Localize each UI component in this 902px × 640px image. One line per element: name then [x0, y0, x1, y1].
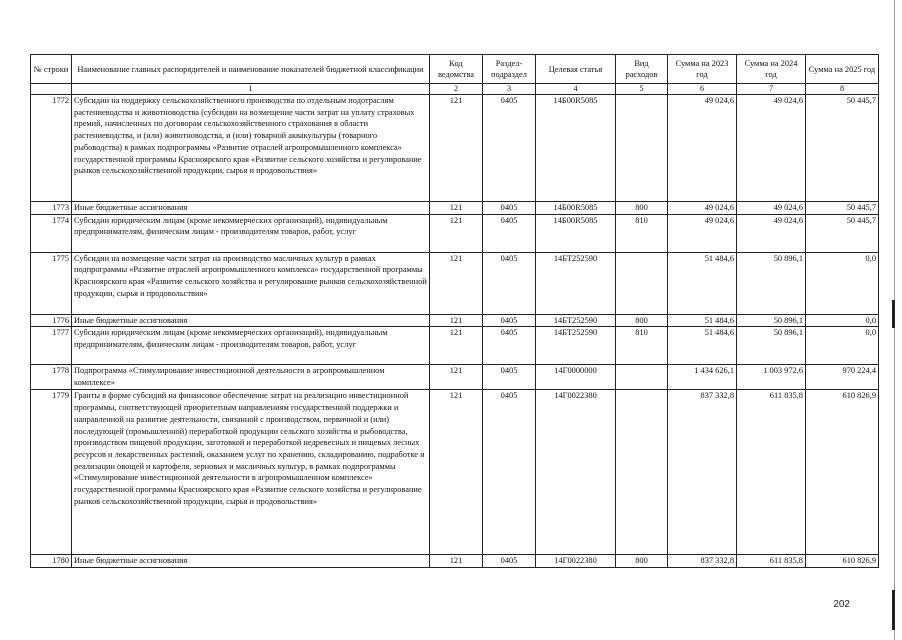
expense-type: [616, 365, 668, 390]
sum-2023: 49 024,6: [668, 95, 737, 202]
sum-2024: 611 835,8: [737, 555, 806, 568]
sum-2023: 51 484,6: [668, 314, 737, 327]
sum-2023: 49 024,6: [668, 202, 737, 215]
target-code: 14Г0022380: [536, 390, 616, 555]
sum-2025: 0,0: [806, 314, 879, 327]
sum-2023: 837 332,8: [668, 390, 737, 555]
sum-2024: 49 024,6: [737, 95, 806, 202]
table-row: [31, 555, 879, 568]
dept-code: 121: [430, 214, 483, 252]
section-code: 0405: [483, 214, 536, 252]
target-code: 14Б00R5085: [536, 214, 616, 252]
dept-code: 121: [430, 95, 483, 202]
table-row: [31, 202, 879, 215]
row-number: 1775: [31, 252, 72, 314]
section-code: 0405: [483, 365, 536, 390]
row-number: 1778: [31, 365, 72, 390]
column-number: 8: [806, 84, 879, 95]
dept-code: 121: [430, 555, 483, 568]
row-number: 1776: [31, 314, 72, 327]
row-name: Гранты в форме субсидий на финансовое обеспечение затрат на реализацию инвестиционной программы, соответствующей приоритетным направлениям государственной поддержки и направленной на развитие деятельности, связанной с производством, первичной и (или) последующей (промышленной) переработкой продукции сельского хозяйства и рыбоводства, производством пищевой продукции, заготовкой и переработкой недревесных и пищевых лесных ресурсов и лекарственных растений, оказанием услуг по хранению, складированию, подработке и реализации овощей и картофеля, зерновых и масличных культур, в рамках подпрограммы «Стимулирование инвестиционной деятельности в агропромышленном комплексе» государственной программы Красноярского края «Развитие сельского хозяйства и регулирование рынков сельскохозяйственной продукции, сырья и продовольствия»: [72, 390, 430, 555]
table-row: [31, 95, 879, 202]
sum-2024: 50 896,1: [737, 314, 806, 327]
sum-2023: 51 484,6: [668, 327, 737, 365]
section-code: 0405: [483, 314, 536, 327]
expense-type: [616, 390, 668, 555]
row-name: Подпрограмма «Стимулирование инвестиционной деятельности в агропромышленном комплексе»: [72, 365, 430, 390]
table-row: [31, 365, 879, 390]
header-section: Раздел-подраздел: [483, 55, 536, 84]
header-row-no: № строки: [31, 55, 72, 84]
header-sum-2025: Сумма на 2025 год: [806, 55, 879, 84]
budget-table: [30, 54, 879, 568]
row-number: 1777: [31, 327, 72, 365]
column-number: 5: [616, 84, 668, 95]
target-code: 14Г0000000: [536, 365, 616, 390]
sum-2023: 837 332,8: [668, 555, 737, 568]
target-code: 14БТ252590: [536, 314, 616, 327]
sum-2025: 610 826,9: [806, 555, 879, 568]
sum-2024: 49 024,6: [737, 202, 806, 215]
sum-2024: 49 024,6: [737, 214, 806, 252]
column-number: 6: [668, 84, 737, 95]
expense-type: 810: [616, 327, 668, 365]
row-number: 1779: [31, 390, 72, 555]
header-target: Целевая статья: [536, 55, 616, 84]
column-number: [31, 84, 72, 95]
target-code: 14БТ252590: [536, 327, 616, 365]
row-name: Субсидии юридическим лицам (кроме некоммерческих организаций), индивидуальным предпринимателям, физическим лицам - производителям товаров, работ, услуг: [72, 327, 430, 365]
sum-2024: 50 896,1: [737, 252, 806, 314]
row-name: Иные бюджетные ассигнования: [72, 314, 430, 327]
row-number: 1773: [31, 202, 72, 215]
sum-2024: 611 835,8: [737, 390, 806, 555]
column-number: 7: [737, 84, 806, 95]
sum-2023: 1 434 626,1: [668, 365, 737, 390]
target-code: 14Б00R5085: [536, 202, 616, 215]
row-number: 1780: [31, 555, 72, 568]
section-code: 0405: [483, 202, 536, 215]
target-code: 14БТ252590: [536, 252, 616, 314]
header-row: [31, 55, 879, 84]
column-number: 3: [483, 84, 536, 95]
header-sum-2023: Сумма на 2023 год: [668, 55, 737, 84]
scan-edge-mark: [892, 300, 895, 328]
header-dept-code: Код ведомства: [430, 55, 483, 84]
sum-2024: 1 003 972,6: [737, 365, 806, 390]
expense-type: [616, 95, 668, 202]
section-code: 0405: [483, 390, 536, 555]
row-number: 1772: [31, 95, 72, 202]
section-code: 0405: [483, 327, 536, 365]
row-name: Иные бюджетные ассигнования: [72, 202, 430, 215]
scan-edge-mark: [892, 590, 895, 630]
page-number: 202: [833, 599, 850, 610]
column-number: 2: [430, 84, 483, 95]
expense-type: 800: [616, 314, 668, 327]
row-name: Субсидии на поддержку сельскохозяйственного производства по отдельным подотраслям растениеводства и животноводства (субсидии на возмещение части затрат на уплату страховых премий, начисленных по договорам сельскохозяйственного страхования в области растениеводства, и (или) животноводства, и (или) товарной аквакультуры (товарного рыбоводства) в рамках подпрограммы «Развитие отраслей агропромышленного комплекса» государственной программы Красноярского края «Развитие сельского хозяйства и регулирование рынков сельскохозяйственной продукции, сырья и продовольствия»: [72, 95, 430, 202]
column-number: 1: [72, 84, 430, 95]
row-name: Субсидии на возмещение части затрат на производство масличных культур в рамках подпрограммы «Развитие отраслей агропромышленного комплекса» государственной программы Красноярского края «Развитие сельского хозяйства и регулирование рынков сельскохозяйственной продукции, сырья и продовольствия»: [72, 252, 430, 314]
sum-2024: 50 896,1: [737, 327, 806, 365]
row-number: 1774: [31, 214, 72, 252]
dept-code: 121: [430, 314, 483, 327]
dept-code: 121: [430, 327, 483, 365]
table-row: [31, 390, 879, 555]
header-expense-type: Вид расходов: [616, 55, 668, 84]
section-code: 0405: [483, 555, 536, 568]
dept-code: 121: [430, 365, 483, 390]
dept-code: 121: [430, 252, 483, 314]
table-row: [31, 214, 879, 252]
sum-2023: 51 484,6: [668, 252, 737, 314]
sum-2025: 0,0: [806, 252, 879, 314]
dept-code: 121: [430, 202, 483, 215]
target-code: 14Г0022380: [536, 555, 616, 568]
header-sum-2024: Сумма на 2024 год: [737, 55, 806, 84]
sum-2025: 610 826,9: [806, 390, 879, 555]
sum-2025: 0,0: [806, 327, 879, 365]
sum-2025: 50 445,7: [806, 214, 879, 252]
expense-type: 800: [616, 555, 668, 568]
expense-type: 800: [616, 202, 668, 215]
section-code: 0405: [483, 252, 536, 314]
section-code: 0405: [483, 95, 536, 202]
dept-code: 121: [430, 390, 483, 555]
column-number: 4: [536, 84, 616, 95]
header-name: Наименование главных распорядителей и наименование показателей бюджетной классификации: [72, 55, 430, 84]
expense-type: [616, 252, 668, 314]
column-number-row: [31, 84, 879, 95]
row-name: Субсидии юридическим лицам (кроме некоммерческих организаций), индивидуальным предпринимателям, физическим лицам - производителям товаров, работ, услуг: [72, 214, 430, 252]
sum-2025: 50 445,7: [806, 202, 879, 215]
sum-2025: 970 224,4: [806, 365, 879, 390]
table-row: [31, 314, 879, 327]
table-row: [31, 252, 879, 314]
sum-2025: 50 445,7: [806, 95, 879, 202]
sum-2023: 49 024,6: [668, 214, 737, 252]
target-code: 14Б00R5085: [536, 95, 616, 202]
row-name: Иные бюджетные ассигнования: [72, 555, 430, 568]
expense-type: 810: [616, 214, 668, 252]
table-row: [31, 327, 879, 365]
